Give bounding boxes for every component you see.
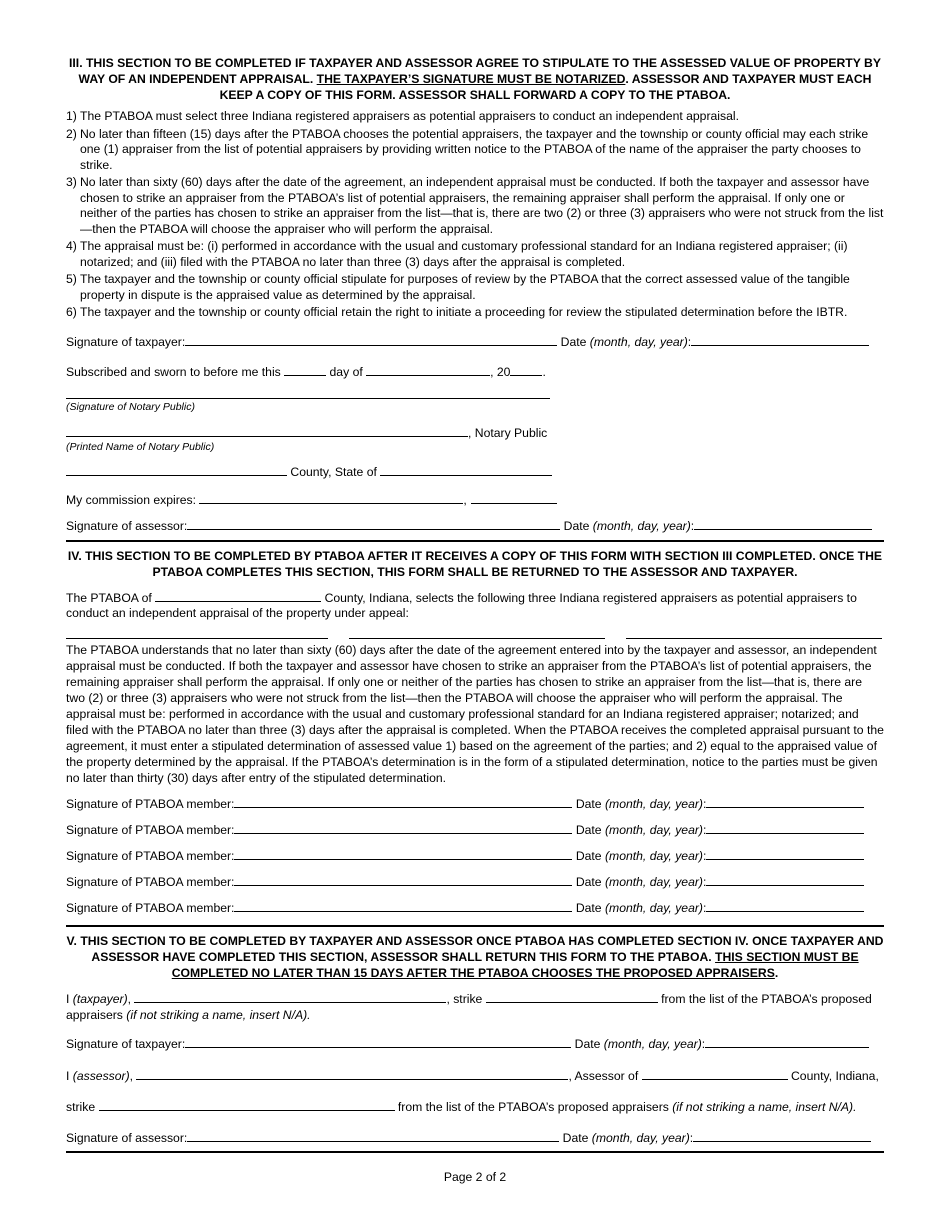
section-5-heading	[66, 933, 884, 981]
member-signature-label: Signature of PTABOA member:	[66, 849, 235, 864]
assessor-signature-label: Signature of assessor:	[66, 519, 188, 533]
heading-text: III. THIS SECTION TO BE COMPLETED IF TAXPAYER AND ASSESSOR AGREE TO STIPULATE TO THE ASSESSED VALUE OF PROPERTY BY WAY OF AN INDEPENDENT APPRAISAL.	[69, 56, 881, 86]
period: .	[542, 365, 546, 379]
county-indiana-text: County, Indiana,	[787, 1068, 879, 1083]
date-hint: (month, day, year)	[604, 823, 703, 838]
assessor-signature-row	[66, 517, 884, 535]
county-state-row	[66, 463, 884, 481]
ptaboa-select-text	[66, 589, 884, 622]
sworn-text: , 20	[490, 365, 511, 379]
sworn-day-field[interactable]	[284, 363, 326, 376]
section-divider	[66, 925, 884, 927]
item-number: 6)	[66, 305, 77, 319]
date-hint: (month, day, year)	[604, 901, 703, 916]
taxpayer-strike-text	[66, 990, 884, 1023]
strike-text: , strike	[446, 992, 486, 1007]
from-list-text: from the list of the PTABOA’s proposed appraisers	[394, 1100, 673, 1115]
assessor-hint: (assessor)	[72, 1068, 130, 1083]
colon: :	[701, 1037, 706, 1052]
taxpayer-signature-field[interactable]	[185, 333, 557, 346]
date-label: Date	[562, 1130, 592, 1145]
taxpayer-signature-field[interactable]	[185, 1035, 571, 1048]
assessor-county-field[interactable]	[642, 1067, 788, 1080]
ptaboa-member-row	[66, 821, 884, 847]
list-item	[66, 127, 884, 174]
list-item	[66, 239, 884, 270]
heading-text-end: . ASSESSOR AND TAXPAYER MUST EACH KEEP A COPY OF THIS FORM. ASSESSOR SHALL FORWARD A COPY TO THE PTABOA.	[219, 72, 872, 102]
assessor-of-text: , Assessor of	[568, 1068, 642, 1083]
select-text: The PTABOA of	[66, 590, 156, 605]
date-hint: (month, day, year)	[591, 1130, 690, 1145]
member-signature-field[interactable]	[234, 847, 572, 860]
member-signature-label: Signature of PTABOA member:	[66, 875, 235, 890]
commission-label: My commission expires:	[66, 492, 200, 507]
ptaboa-member-row	[66, 847, 884, 873]
member-date-field[interactable]	[706, 899, 864, 912]
date-hint: (month, day, year)	[592, 519, 691, 533]
colon: :	[702, 823, 707, 838]
taxpayer-signature-row-2	[66, 1035, 884, 1053]
not-striking-hint: (if not striking a name, insert N/A).	[672, 1100, 857, 1115]
notary-county-field[interactable]	[66, 463, 287, 476]
colon: :	[689, 1130, 694, 1145]
ptaboa-member-row	[66, 873, 884, 899]
i-label: I	[66, 1068, 73, 1083]
date-label: Date	[563, 519, 593, 533]
date-label: Date	[575, 875, 605, 890]
appraiser-2-field[interactable]	[349, 637, 605, 639]
section-divider	[66, 1151, 884, 1153]
select-text: County, Indiana, selects the following three Indiana registered appraisers as potential appraisers to conduct an independent appraisal of the property under appeal:	[66, 590, 857, 620]
date-hint: (month, day, year)	[603, 1037, 702, 1052]
stipulation-list	[66, 109, 884, 321]
commission-row	[66, 491, 884, 509]
notary-name-caption: (Printed Name of Notary Public)	[66, 441, 215, 453]
comma: ,	[127, 992, 132, 1007]
member-signature-label: Signature of PTABOA member:	[66, 823, 235, 838]
notary-public-label: , Notary Public	[468, 425, 548, 440]
colon: :	[702, 797, 707, 812]
item-text: The taxpayer and the township or county official retain the right to initiate a proceeding for review the stipulated determination before the IBTR.	[80, 305, 848, 319]
assessor-signature-field[interactable]	[187, 1129, 559, 1142]
comma: ,	[463, 492, 467, 507]
sworn-text: day of	[326, 365, 367, 379]
assessor-strike-field[interactable]	[99, 1098, 395, 1111]
i-label: I	[66, 992, 73, 1007]
colon: :	[687, 334, 692, 349]
member-signature-label: Signature of PTABOA member:	[66, 797, 235, 812]
appraisers-text: appraisers	[66, 1007, 127, 1022]
strike-text: strike	[66, 1100, 99, 1115]
heading-underlined: THE TAXPAYER’S SIGNATURE MUST BE NOTARIZED	[316, 72, 626, 86]
commission-date-field[interactable]	[199, 491, 463, 504]
section-divider	[66, 540, 884, 542]
date-label: Date	[575, 901, 605, 916]
list-item	[66, 109, 884, 125]
notary-state-field[interactable]	[380, 463, 552, 476]
ptaboa-county-field[interactable]	[155, 589, 321, 602]
taxpayer-signature-label: Signature of taxpayer:	[66, 334, 186, 349]
list-item	[66, 272, 884, 303]
member-signature-field[interactable]	[234, 795, 572, 808]
taxpayer-signature-label: Signature of taxpayer:	[66, 1037, 186, 1052]
date-hint: (month, day, year)	[604, 849, 703, 864]
member-signature-field[interactable]	[234, 899, 572, 912]
item-text: No later than sixty (60) days after the date of the agreement, an independent appraisal must be conducted. If both the taxpayer and assessor have chosen to strike an appraiser from the PTABOA’s list of potential appraisers, the remaining appraiser shall perform the appraisal. If only one or neither of the parties has chosen to strike an appraiser from the list—that is, there are two (2) or three (3) appraisers who were not struck from the list—then the PTABOA will choose the appraiser who will perform the appraisal.	[80, 175, 884, 236]
sworn-row	[66, 363, 884, 381]
sworn-month-field[interactable]	[366, 363, 490, 376]
assessor-signature-row-2	[66, 1129, 884, 1147]
notary-name-row	[66, 424, 884, 442]
colon: :	[690, 519, 695, 533]
assessor-signature-label: Signature of assessor:	[66, 1130, 188, 1145]
item-text: The taxpayer and the township or county official stipulate for purposes of review by the PTABOA that the correct assessed value of the tangible property in dispute is the appraised value as determined by the appraisal.	[80, 272, 850, 302]
taxpayer-date-field[interactable]	[705, 1035, 869, 1048]
form-page	[66, 55, 884, 1153]
assessor-strike-row	[66, 1098, 884, 1116]
member-signature-label: Signature of PTABOA member:	[66, 901, 235, 916]
heading-text: V. THIS SECTION TO BE COMPLETED BY TAXPAYER AND ASSESSOR ONCE PTABOA HAS COMPLETED SECTION IV. ONCE TAXPAYER AND ASSESSOR HAVE COMPLETED THIS SECTION, ASSESSOR SHALL RETURN THIS FORM TO THE PTABOA.	[66, 934, 884, 965]
assessor-name-field[interactable]	[136, 1067, 568, 1080]
colon: :	[702, 875, 707, 890]
notary-signature-caption: (Signature of Notary Public)	[66, 400, 195, 413]
member-signature-field[interactable]	[234, 873, 572, 886]
item-number: 2)	[66, 126, 77, 141]
taxpayer-signature-row	[66, 333, 884, 351]
county-state-label: County, State of	[287, 465, 381, 479]
appraiser-1-field[interactable]	[66, 637, 328, 639]
date-hint: (month, day, year)	[604, 797, 703, 812]
taxpayer-strike-field[interactable]	[486, 990, 658, 1003]
date-label: Date	[560, 334, 590, 349]
colon: :	[702, 849, 707, 864]
appraiser-3-field[interactable]	[626, 637, 882, 639]
ptaboa-member-row	[66, 795, 884, 821]
date-label: Date	[575, 823, 605, 838]
item-number: 1)	[66, 109, 77, 123]
item-text: The appraisal must be: (i) performed in accordance with the usual and customary professional standard for an Indiana registered appraiser; (ii) notarized; and (iii) filed with the PTABOA no later than three (3) days after the appraisal is completed.	[80, 239, 848, 269]
item-text: No later than fifteen (15) days after the PTABOA chooses the potential appraisers, the taxpayer and the township or county official may each strike one (1) appraiser from the list of potential appraisers by providing written notice to the PTABOA of the name of the appraiser the party chooses to strike.	[80, 126, 869, 172]
taxpayer-date-field[interactable]	[691, 333, 869, 346]
list-item	[66, 305, 884, 321]
notary-name-field[interactable]	[66, 424, 468, 437]
taxpayer-hint: (taxpayer)	[72, 992, 128, 1007]
assessor-date-field[interactable]	[693, 1129, 871, 1142]
page-number: Page 2 of 2	[443, 1170, 507, 1184]
taxpayer-name-field[interactable]	[134, 990, 446, 1003]
item-number: 3)	[66, 175, 77, 189]
section-3-heading	[66, 55, 884, 103]
item-number: 4)	[66, 239, 77, 253]
member-date-field[interactable]	[706, 873, 864, 886]
date-hint: (month, day, year)	[589, 334, 688, 349]
member-signature-field[interactable]	[234, 821, 572, 834]
heading-text-end: .	[774, 966, 779, 981]
date-label: Date	[575, 797, 605, 812]
ptaboa-paragraph: The PTABOA understands that no later than sixty (60) days after the date of the agreement entered into by the taxpayer and assessor, an independent appraisal must be conducted. If both the taxpayer and assessor have chosen to strike an appraiser from the PTABOA’s list of potential appraisers, the remaining appraiser shall perform the appraisal. If only one or neither of the parties has chosen to strike an appraiser from the list—that is, there are two (2) or three (3) appraisers who were not struck from the list—then the PTABOA will choose the appraiser who will perform the appraisal. The appraisal must be: performed in accordance with the usual and customary professional standard for an Indiana registered appraiser; notarized; and filed with the PTABOA no later than three (3) days after the appraisal is completed. When the PTABOA receives the completed appraisal pursuant to the agreement, it must enter a stipulated determination of assessed value 1) based on the agreement of the parties; and 2) equal to the appraised value of the property determined by the appraisal. If the PTABOA’s determination is in the form of a stipulated determination, notice to the parties must be given no later than thirty (30) days after entry of the stipulated determination.	[66, 642, 884, 786]
comma: ,	[129, 1068, 134, 1083]
assessor-date-field[interactable]	[694, 517, 872, 530]
commission-year-field[interactable]	[471, 491, 557, 504]
date-label: Date	[574, 1037, 604, 1052]
date-label: Date	[575, 849, 605, 864]
from-list-text: from the list of the PTABOA’s proposed	[657, 992, 872, 1007]
appraiser-lines	[66, 637, 884, 639]
ptaboa-member-signatures	[66, 795, 884, 921]
heading-underlined: THIS SECTION MUST BE COMPLETED NO LATER THAN 15 DAYS AFTER THE PTABOA CHOOSES THE PROPOSED APPRAISERS	[171, 950, 859, 981]
list-item	[66, 175, 884, 237]
assessor-signature-field[interactable]	[187, 517, 560, 530]
ptaboa-member-row	[66, 899, 884, 921]
date-hint: (month, day, year)	[604, 875, 703, 890]
member-date-field[interactable]	[706, 795, 864, 808]
item-text: The PTABOA must select three Indiana registered appraisers as potential appraisers to conduct an independent appraisal.	[80, 109, 739, 123]
assessor-name-row	[66, 1067, 884, 1085]
sworn-year-field[interactable]	[510, 363, 542, 376]
notary-signature-field[interactable]	[66, 397, 550, 399]
not-striking-hint: (if not striking a name, insert N/A).	[126, 1007, 311, 1022]
member-date-field[interactable]	[706, 821, 864, 834]
colon: :	[702, 901, 707, 916]
sworn-text: Subscribed and sworn to before me this	[66, 365, 285, 379]
item-number: 5)	[66, 272, 77, 286]
member-date-field[interactable]	[706, 847, 864, 860]
section-4-heading: IV. THIS SECTION TO BE COMPLETED BY PTABOA AFTER IT RECEIVES A COPY OF THIS FORM WITH SECTION III COMPLETED. ONCE THE PTABOA COMPLETES THIS SECTION, THIS FORM SHALL BE RETURNED TO THE ASSESSOR AND TAXPAYER.	[67, 548, 883, 579]
